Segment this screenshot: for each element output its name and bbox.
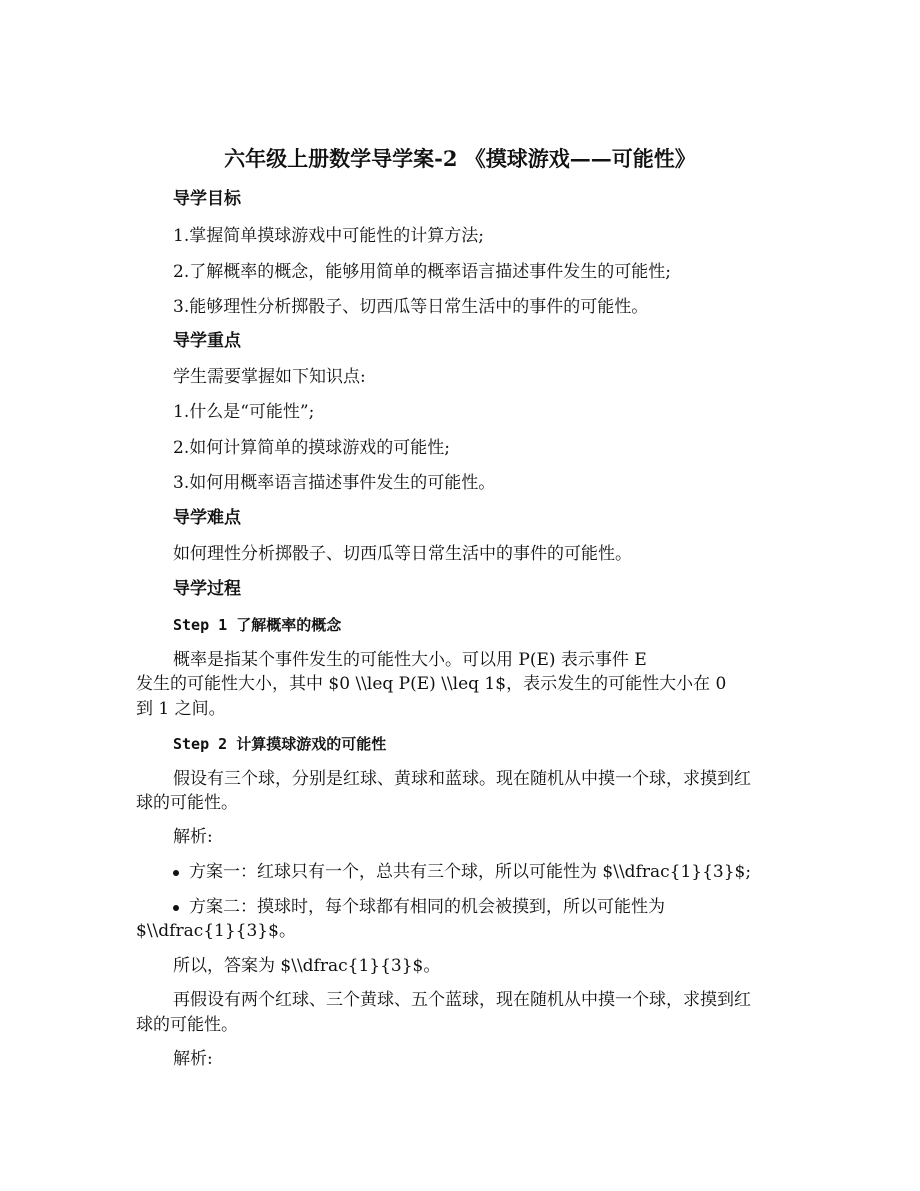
key-point-item-2: 2.如何计算简单的摸球游戏的可能性; [173,438,450,458]
bullet-item-2-continuation: $\\dfrac{1}{3}$。 [136,921,296,941]
bullet-item-2-text: 方案二：摸球时，每个球都有相同的机会被摸到，所以可能性为 [189,897,665,917]
document-title: 六年级上册数学导学案-2 《摸球游戏——可能性》 [224,146,696,171]
step2-heading [173,733,386,755]
bullet-item-1 [173,861,751,883]
step2-paragraph2-line-2: 球的可能性。 [136,1015,238,1035]
step2-paragraph1-line-1: 假设有三个球，分别是红球、黄球和蓝球。现在随机从中摸一个球，求摸到红 [173,769,751,789]
key-point-item-1: 1.什么是“可能性”; [173,402,315,422]
bullet-item-2 [173,896,665,918]
bullet-icon [173,870,179,876]
objectives-heading: 导学目标 [173,189,241,209]
objective-item-3: 3.能够理性分析掷骰子、切西瓜等日常生活中的事件的可能性。 [173,297,649,317]
step2-heading-text: Step 2 计算摸球游戏的可能性 [173,735,387,753]
difficulties-heading: 导学难点 [173,508,241,528]
difficulties-text: 如何理性分析掷骰子、切西瓜等日常生活中的事件的可能性。 [173,544,632,564]
step1-line-1: 概率是指某个事件发生的可能性大小。可以用 P(E) 表示事件 E [173,650,647,670]
step1-line-2: 发生的可能性大小，其中 $0 \\leq P(E) \\leq 1$，表示发生的可能性大小在 0 [136,674,727,694]
objective-item-2: 2.了解概率的概念，能够用简单的概率语言描述事件发生的可能性; [173,262,671,282]
step1-heading-text: Step 1 了解概率的概念 [173,616,342,634]
step2-paragraph2-line-1: 再假设有两个红球、三个黄球、五个蓝球，现在随机从中摸一个球，求摸到红 [173,990,751,1010]
analysis-label-1: 解析: [173,827,213,847]
step1-heading [173,614,341,636]
analysis-label-2: 解析: [173,1049,213,1069]
objective-item-1: 1.掌握简单摸球游戏中可能性的计算方法; [173,226,484,246]
key-points-intro: 学生需要掌握如下知识点: [173,367,366,387]
bullet-icon [173,905,179,911]
process-heading: 导学过程 [173,579,241,599]
step1-line-3: 到 1 之间。 [136,699,226,719]
bullet-item-1-text: 方案一：红球只有一个，总共有三个球，所以可能性为 $\\dfrac{1}{3}$; [189,862,752,882]
conclusion-text: 所以，答案为 $\\dfrac{1}{3}$。 [173,956,441,976]
step2-paragraph1-line-2: 球的可能性。 [136,793,238,813]
key-points-heading: 导学重点 [173,331,241,351]
key-point-item-3: 3.如何用概率语言描述事件发生的可能性。 [173,473,496,493]
